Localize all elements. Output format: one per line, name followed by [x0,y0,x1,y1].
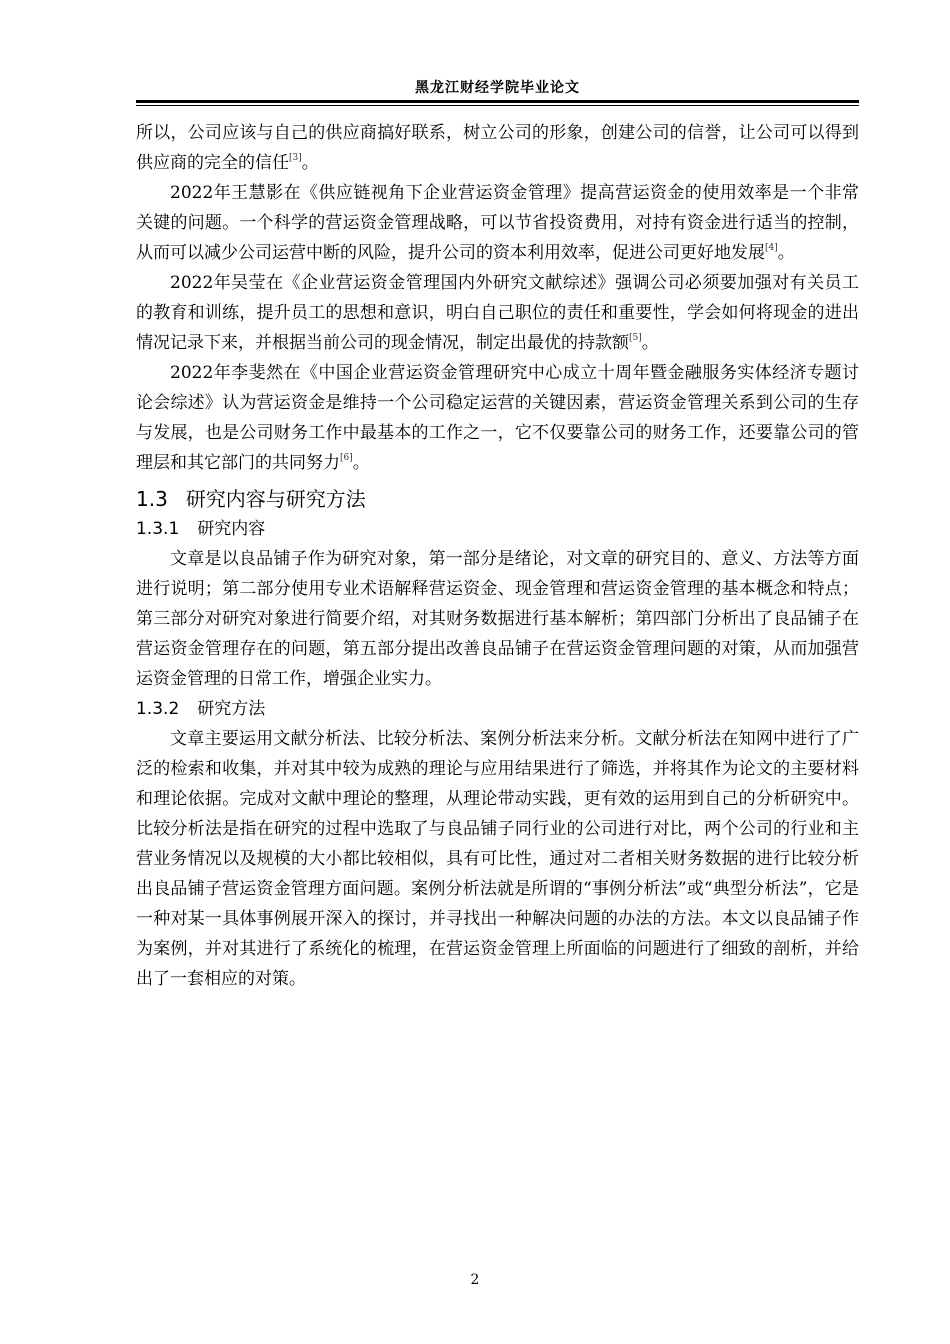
paragraph: 2022年王慧影在《供应链视角下企业营运资金管理》提高营运资金的使用效率是一个非常关键的问题。一个科学的营运资金管理战略，可以节省投资费用，对持有资金进行适当的控制，从而可以减少公司运营中断的风险，提升公司的资本利用效率，促进公司更好地发展[4]。 [136,183,859,263]
paragraph: 文章是以良品铺子作为研究对象，第一部分是绪论，对文章的研究目的、意义、方法等方面进行说明；第二部分使用专业术语解释营运资金、现金管理和营运资金管理的基本概念和特点；第三部分对研究对象进行简要介绍，对其财务数据进行基本解析；第四部门分析出了良品铺子在营运资金管理存在的问题，第五部分提出改善良品铺子在营运资金管理问题的对策，从而加强营运资金管理的日常工作，增强企业实力。 [136,549,859,689]
subsection-heading [136,514,859,544]
section-number: 1.3 [136,487,168,511]
paragraph: 所以，公司应该与自己的供应商搞好联系，树立公司的形象，创建公司的信誉，让公司可以得到供应商的完全的信任[3]。 [136,123,859,173]
citation-ref[interactable]: [5] [629,333,642,343]
paragraph: 2022年吴莹在《企业营运资金管理国内外研究文献综述》强调公司必须要加强对有关员工的教育和训练，提升员工的思想和意识，明白自己职位的责任和重要性，学会如何将现金的进出情况记录下来，并根据当前公司的现金情况，制定出最优的持款额[5]。 [136,273,859,353]
header-rule-thin [136,105,859,106]
page-number: 2 [470,1272,480,1288]
paragraph: 2022年李斐然在《中国企业营运资金管理研究中心成立十周年暨金融服务实体经济专题讨论会综述》认为营运资金是维持一个公司稳定运营的关键因素，营运资金管理关系到公司的生存与发展，也是公司财务工作中最基本的工作之一，它不仅要靠公司的财务工作，还要靠公司的管理层和其它部门的共同努力[6]。 [136,363,859,473]
header-rule-thick [136,100,859,103]
citation-ref[interactable]: [6] [340,453,353,463]
subsection-number: 1.3.2 [136,699,180,719]
subsection-number: 1.3.1 [136,519,180,539]
citation-ref[interactable]: [4] [765,243,778,253]
subsection-heading [136,694,859,724]
section-heading [136,484,859,514]
page-content [136,118,859,994]
citation-ref[interactable]: [3] [289,153,302,163]
subsection-title: 研究方法 [197,699,266,719]
section-title: 研究内容与研究方法 [185,487,366,511]
page-header: 黑龙江财经学院毕业论文 [415,80,580,96]
paragraph: 文章主要运用文献分析法、比较分析法、案例分析法来分析。文献分析法在知网中进行了广泛的检索和收集，并对其中较为成熟的理论与应用结果进行了筛选，并将其作为论文的主要材料和理论依据。完成对文献中理论的整理，从理论带动实践，更有效的运用到自己的分析研究中。比较分析法是指在研究的过程中选取了与良品铺子同行业的公司进行对比，两个公司的行业和主营业务情况以及规模的大小都比较相似，具有可比性，通过对二者相关财务数据的进行比较分析出良品铺子营运资金管理方面问题。案例分析法就是所谓的“事例分析法”或“典型分析法”，它是一种对某一具体事例展开深入的探讨，并寻找出一种解决问题的办法的方法。本文以良品铺子作为案例，并对其进行了系统化的梳理，在营运资金管理上所面临的问题进行了细致的剖析，并给出了一套相应的对策。 [136,729,859,989]
subsection-title: 研究内容 [197,519,266,539]
